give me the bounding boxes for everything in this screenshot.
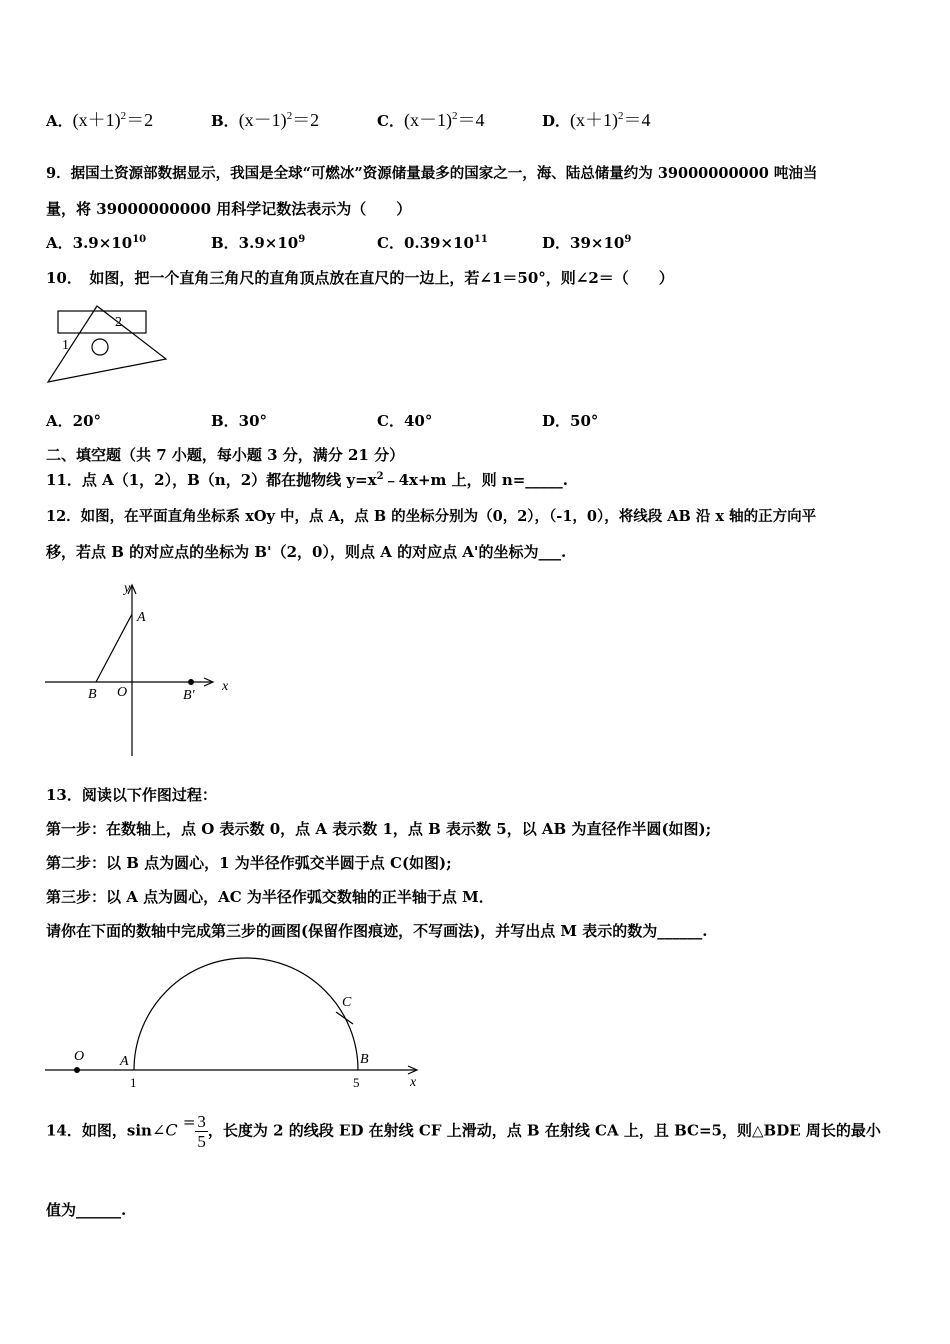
q9-line2: 量，将 39000000000 用科学记数法表示为（ ） (46, 200, 412, 218)
arc-mark-c (336, 1012, 353, 1024)
point-b-prime-label: B′ (183, 688, 195, 703)
q8-option-a: A．$(x+1)^2=2$ (46, 110, 154, 130)
q14-line2: 值为______. (46, 1201, 127, 1219)
q11-text: 11．点 A（1，2），B（n，2）都在抛物线 $y=x^2﹣4x+m$ 上，则 n=_____. (46, 471, 569, 489)
q12-line1: 12．如图，在平面直角坐标系 xOy 中，点 A，点 B 的坐标分别为（0，2），（-1，0），将线段 AB 沿 x 轴的正方向平 (46, 508, 817, 525)
q10-figure (40, 302, 180, 392)
point-c-label: C (342, 995, 352, 1010)
segment-ab (96, 614, 132, 682)
point-b-label: B (360, 1052, 369, 1067)
q13-line2: 第一步：在数轴上，点 O 表示数 0，点 A 表示数 1，点 B 表示数 5，以 AB 为直径作半圆(如图); (46, 820, 712, 838)
origin-label: O (117, 685, 128, 700)
q10-option-a: A．20° (46, 412, 102, 430)
point-o-label: O (74, 1049, 85, 1064)
y-axis-label: y (124, 581, 131, 596)
q8-option-b: B．$(x-1)^2=2$ (211, 110, 320, 130)
q10-option-b: B．30° (211, 412, 268, 430)
tick-1-label: 1 (130, 1075, 137, 1090)
q9-line1: 9．据国土资源部数据显示，我国是全球“可燃冰”资源储量最多的国家之一，海、陆总储量约为 39000000000 吨油当 (46, 165, 818, 182)
ruler (58, 311, 146, 333)
x-label: x (410, 1075, 417, 1090)
q8-option-c: C．$(x-1)^2=4$ (377, 110, 485, 130)
q10-option-d: D．50° (542, 412, 599, 430)
tick-5-label: 5 (353, 1075, 360, 1090)
q13-line4: 第三步：以 A 点为圆心，AC 为半径作弧交数轴的正半轴于点 M． (46, 888, 494, 906)
x-axis-label: x (222, 679, 229, 694)
point-b-prime (188, 679, 194, 685)
q9-option-a: A．$3.9\times 10^{10}$ (46, 234, 147, 252)
q13-line3: 第二步：以 B 点为圆心，1 为半径作弧交半圆于点 C(如图); (46, 854, 452, 872)
q13-number-line-figure (40, 950, 440, 1095)
q9-option-b: B．$3.9\times 10^9$ (211, 234, 306, 252)
point-b-label: B (88, 687, 97, 702)
q14-text: 14．如图，sin∠C = $\frac{3}{5}$ ，长度为 2 的线段 ED 在射线 CF 上滑动，点 B 在射线 CA 上，且 BC=5，则△BDE 周长的最小 (46, 1112, 881, 1151)
q13-line1: 13．阅读以下作图过程： (46, 786, 217, 804)
q9-option-d: D．$39\times 10^9$ (542, 234, 632, 252)
q10-option-c: C．40° (377, 412, 433, 430)
q13-line5: 请你在下面的数轴中完成第三步的画图(保留作图痕迹，不写画法)，并写出点 M 表示的数为______. (46, 922, 708, 940)
q8-option-d: D．$(x+1)^2=4$ (542, 110, 651, 130)
q9-option-c: C．$0.39\times 10^{11}$ (377, 234, 488, 252)
q12-line2: 移，若点 B 的对应点的坐标为 B'（2，0），则点 A 的对应点 A'的坐标为___. (46, 543, 567, 561)
angle-1-label: 1 (62, 338, 69, 353)
q10-text: 10． 如图，把一个直角三角尺的直角顶点放在直尺的一边上，若∠1＝50°，则∠2＝（ ） (46, 269, 674, 287)
point-a-label: A (137, 610, 146, 625)
point-o (74, 1067, 80, 1073)
section-title: 二、填空题（共 7 小题，每小题 3 分，满分 21 分） (46, 446, 405, 464)
angle-2-label: 2 (115, 315, 122, 330)
q12-coordinate-figure (40, 578, 240, 760)
semicircle (134, 958, 358, 1070)
triangle-hole (92, 339, 108, 355)
point-a-label: A (120, 1054, 129, 1069)
